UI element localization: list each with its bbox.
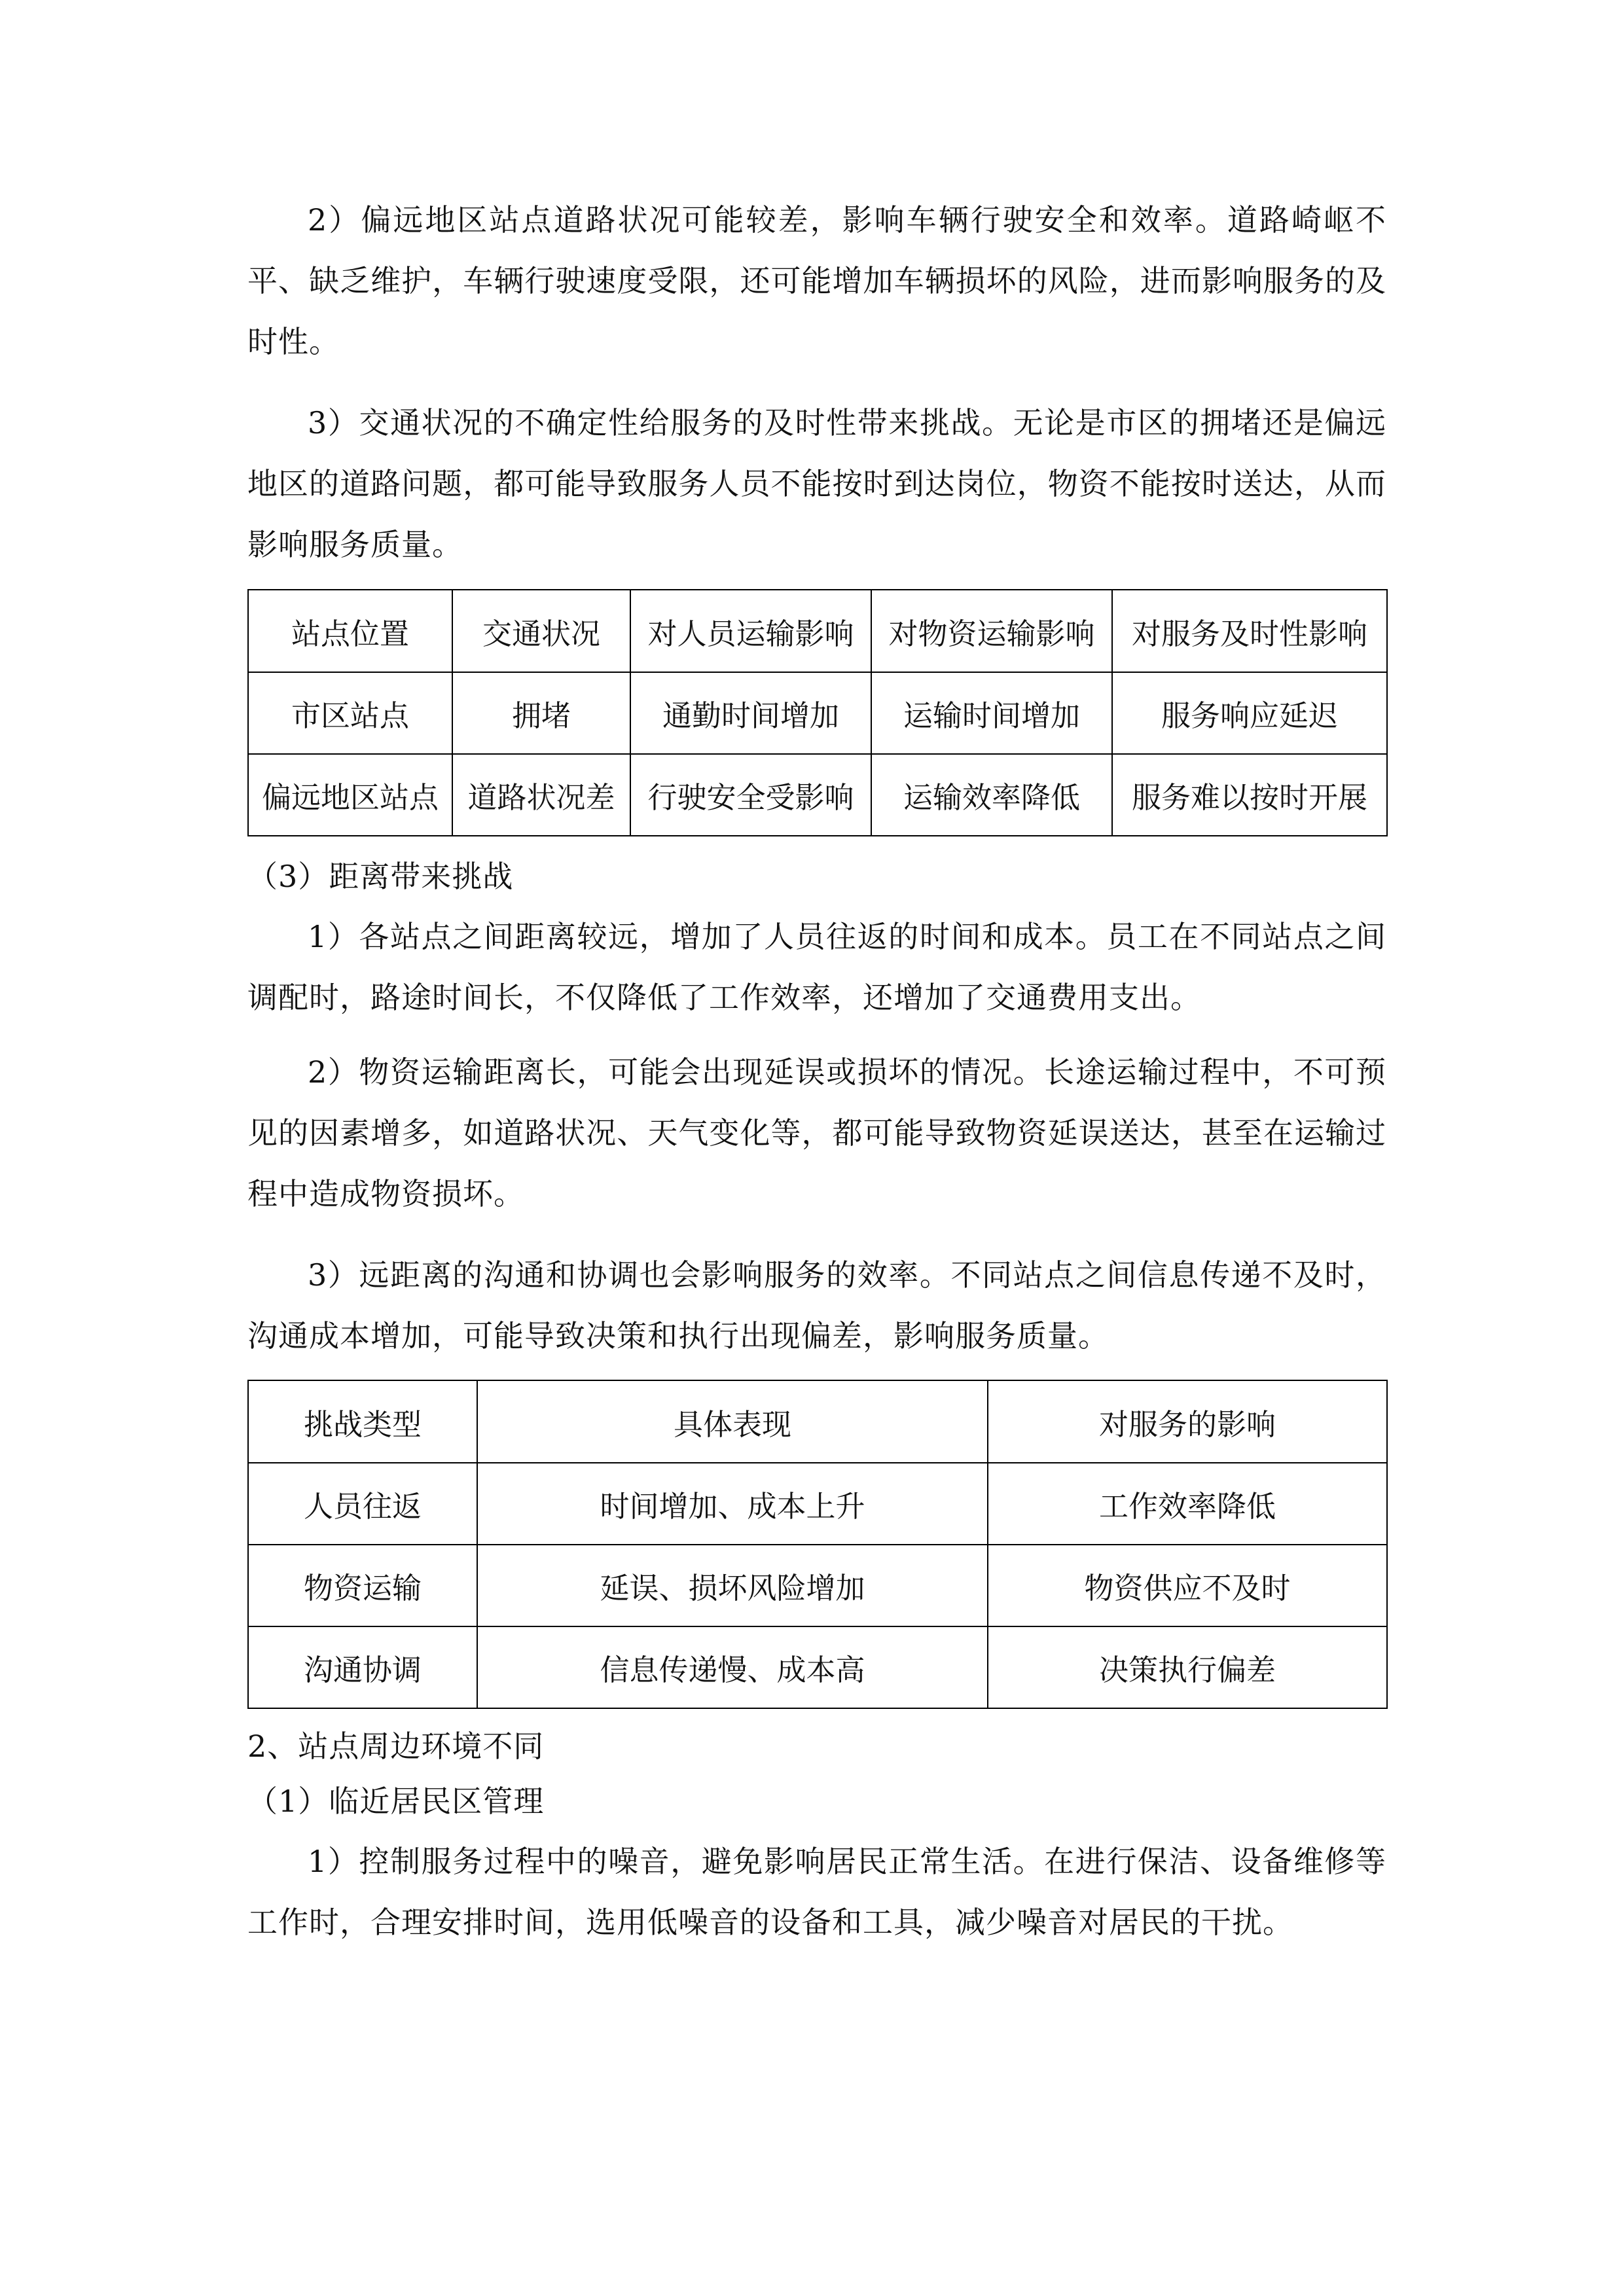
distance-challenge-table xyxy=(247,1380,1388,1709)
table-header-cell: 对人员运输影响 xyxy=(630,590,871,672)
table-header-cell: 对物资运输影响 xyxy=(871,590,1112,672)
paragraph-communication: 3）远距离的沟通和协调也会影响服务的效率。不同站点之间信息传递不及时，沟通成本增加，可能导致决策和执行出现偏差，影响服务质量。 xyxy=(247,1257,1386,1354)
heading-residential-management: （1）临近居民区管理 xyxy=(247,1784,545,1819)
table-header-cell: 交通状况 xyxy=(452,590,630,672)
heading-surrounding-environment: 2、站点周边环境不同 xyxy=(247,1729,545,1764)
table-cell: 服务响应延迟 xyxy=(1112,672,1387,754)
table-cell: 物资运输 xyxy=(248,1545,477,1626)
table-header-cell: 具体表现 xyxy=(477,1380,988,1463)
table-header-cell: 挑战类型 xyxy=(248,1380,477,1463)
table-header-row xyxy=(248,590,1387,672)
paragraph-material-transport: 2）物资运输距离长，可能会出现延误或损坏的情况。长途运输过程中，不可预见的因素增多，如道路状况、天气变化等，都可能导致物资延误送达，甚至在运输过程中造成物资损坏。 xyxy=(247,1054,1386,1211)
table-cell: 行驶安全受影响 xyxy=(630,754,871,836)
table-cell: 服务难以按时开展 xyxy=(1112,754,1387,836)
table-cell: 道路状况差 xyxy=(452,754,630,836)
table-row xyxy=(248,1626,1387,1708)
paragraph-noise-control: 1）控制服务过程中的噪音，避免影响居民正常生活。在进行保洁、设备维修等工作时，合理安排时间，选用低噪音的设备和工具，减少噪音对居民的干扰。 xyxy=(247,1844,1386,1940)
table-row xyxy=(248,1463,1387,1545)
table-row xyxy=(248,672,1387,754)
table-cell: 拥堵 xyxy=(452,672,630,754)
table-cell: 运输时间增加 xyxy=(871,672,1112,754)
table-header-cell: 站点位置 xyxy=(248,590,452,672)
table-cell: 工作效率降低 xyxy=(988,1463,1387,1545)
table-cell: 信息传递慢、成本高 xyxy=(477,1626,988,1708)
table-cell: 时间增加、成本上升 xyxy=(477,1463,988,1545)
table-cell: 人员往返 xyxy=(248,1463,477,1545)
table-header-row xyxy=(248,1380,1387,1463)
paragraph-traffic-uncertainty: 3）交通状况的不确定性给服务的及时性带来挑战。无论是市区的拥堵还是偏远地区的道路问题，都可能导致服务人员不能按时到达岗位，物资不能按时送达，从而影响服务质量。 xyxy=(247,405,1386,562)
table-row xyxy=(248,754,1387,836)
table-header-cell: 对服务及时性影响 xyxy=(1112,590,1387,672)
table-row xyxy=(248,1545,1387,1626)
table-cell: 延误、损坏风险增加 xyxy=(477,1545,988,1626)
table-cell: 通勤时间增加 xyxy=(630,672,871,754)
paragraph-road-conditions: 2）偏远地区站点道路状况可能较差，影响车辆行驶安全和效率。道路崎岖不平、缺乏维护，车辆行驶速度受限，还可能增加车辆损坏的风险，进而影响服务的及时性。 xyxy=(247,202,1386,359)
traffic-impact-table xyxy=(247,589,1388,836)
table-cell: 偏远地区站点 xyxy=(248,754,452,836)
table-cell: 沟通协调 xyxy=(248,1626,477,1708)
table-cell: 市区站点 xyxy=(248,672,452,754)
paragraph-staff-travel: 1）各站点之间距离较远，增加了人员往返的时间和成本。员工在不同站点之间调配时，路途时间长，不仅降低了工作效率，还增加了交通费用支出。 xyxy=(247,919,1386,1015)
table-header-cell: 对服务的影响 xyxy=(988,1380,1387,1463)
table-cell: 运输效率降低 xyxy=(871,754,1112,836)
heading-distance-challenges: （3）距离带来挑战 xyxy=(247,859,514,894)
table-cell: 物资供应不及时 xyxy=(988,1545,1387,1626)
table-cell: 决策执行偏差 xyxy=(988,1626,1387,1708)
